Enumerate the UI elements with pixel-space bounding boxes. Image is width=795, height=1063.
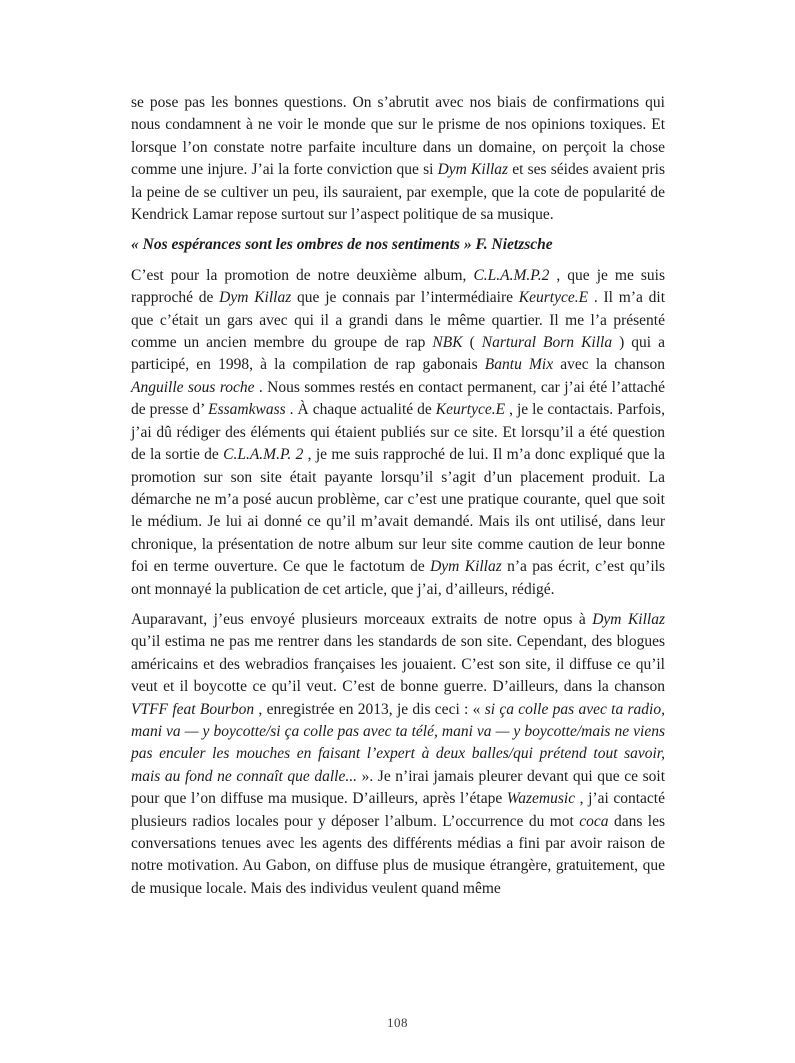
italic-term: NBK [432, 334, 463, 352]
text-run: dans les conversations tenues avec les agents des différents médias a fini par avoir raison de notre motivation. Au Gabon, on diffuse plus de musique étrangère, gratuitement, que de musique locale. Mais des individus veulent quand même [131, 812, 665, 897]
text-run: . Nous sommes restés en contact permanent, car j’ai été l’attaché de presse d’ [131, 378, 666, 419]
text-run: , je le contactais. Parfois, j’ai dû rédiger des éléments qui étaient publiés sur ce site. Et lorsqu’il a été question de la sortie de [131, 401, 665, 464]
italic-term: Keurtyce.E [435, 401, 506, 419]
text-run: avec la chanson [553, 356, 665, 374]
text-run: ) qui a participé, en 1998, à la compilation de rap gabonais [131, 334, 665, 374]
section-heading-quote: « Nos espérances sont les ombres de nos sentiments » F. Nietzsche [131, 236, 553, 254]
italic-term: Dym Killaz [430, 558, 502, 576]
text-run: ( [462, 334, 482, 352]
text-run: , enregistrée en 2013, je dis ceci : « [254, 700, 485, 718]
text-run: que je connais par l’intermédiaire [291, 289, 519, 307]
italic-term: Keurtyce.E [518, 289, 589, 307]
text-run: , je me suis rapproché de lui. Il m’a donc expliqué que la promotion sur son site était payante lorsqu’il s’agit d’un placement produit. La démarche ne m’a posé aucun problème, car c’est une pratique courante, quel que soit le médium. Je lui ai donné ce qu’il m’avait demandé. Mais ils ont utilisé, dans leur chronique, la présentation de notre album sur leur site comme caution de leur bonne foi en terme ouverture. Ce que le factotum de [131, 446, 665, 576]
text-run: C’est pour la promotion de notre deuxième album, [131, 266, 474, 284]
text-run: n’a pas écrit, c’est qu’ils ont monnayé la publication de cet article, que j’ai, d’ailleurs, rédigé. [131, 558, 665, 598]
italic-term: Bantu Mix [484, 356, 554, 374]
italic-term: coca [579, 812, 609, 830]
italic-term: si ça colle pas avec ta radio, mani va — y boycotte/si ça colle pas avec ta télé, mani va — y boycotte/mais ne viens pas enculer les mouches en faisant l’expert à deux balles/qui prétend tout savoir, mais au fond ne connaît que dalle... [131, 700, 665, 785]
paragraph-2 [131, 265, 665, 601]
text-run: qu’il estima ne pas me rentrer dans les standards de son site. Cependant, des blogues américains et des webradios françaises les jouaient. C’est son site, il diffuse ce qu’il veut et il boycotte ce qu’il veut. C’est de bonne guerre. D’ailleurs, dans la chanson [131, 633, 665, 696]
page-content [131, 92, 665, 908]
italic-term: C.L.A.M.P.2 [473, 266, 550, 284]
italic-term: Dym Killaz [437, 161, 509, 179]
paragraph-3 [131, 609, 665, 900]
text-run: , j’ai contacté plusieurs radios locales pour y déposer l’album. L’occurrence du mot [131, 790, 665, 830]
text-run: , que je me suis rapproché de [131, 266, 665, 307]
text-run: Auparavant, j’eus envoyé plusieurs morceaux extraits de notre opus à [131, 610, 593, 628]
text-run: . À chaque actualité de [285, 401, 436, 419]
paragraph-1 [131, 92, 665, 226]
italic-term: Dym Killaz [219, 289, 292, 307]
italic-term: Wazemusic [506, 790, 576, 808]
page-number: 108 [387, 1015, 408, 1030]
italic-term: Anguille sous roche [131, 378, 255, 396]
text-run: et ses séides avaient pris la peine de se cultiver un peu, ils sauraient, par exemple, que la cote de popularité de Kendrick Lamar repose surtout sur l’aspect politique de sa musique. [131, 161, 665, 224]
text-run: . Il m’a dit que c’était un gars avec qui il a grandi dans le même quartier. Il me l’a présenté comme un ancien membre du groupe de rap [131, 289, 666, 352]
italic-term: Nartural Born Killa [481, 334, 613, 352]
italic-term: Essamkwass [208, 401, 286, 419]
italic-term: Dym Killaz [592, 610, 665, 628]
italic-term: C.L.A.M.P. 2 [223, 446, 304, 464]
text-run: se pose pas les bonnes questions. On s’abrutit avec nos biais de confirmations qui nous condamnent à ne voir le monde que sur le prisme de nos opinions toxiques. Et lorsque l’on constate notre parfaite inculture dans un domaine, on perçoit la chose comme une injure. J’ai la forte conviction que si [131, 94, 665, 179]
italic-term: VTFF feat Bourbon [131, 700, 255, 718]
text-run: ». Je n’irai jamais pleurer devant qui que ce soit pour que l’on diffuse ma musique. D’ailleurs, après l’étape [131, 767, 665, 808]
